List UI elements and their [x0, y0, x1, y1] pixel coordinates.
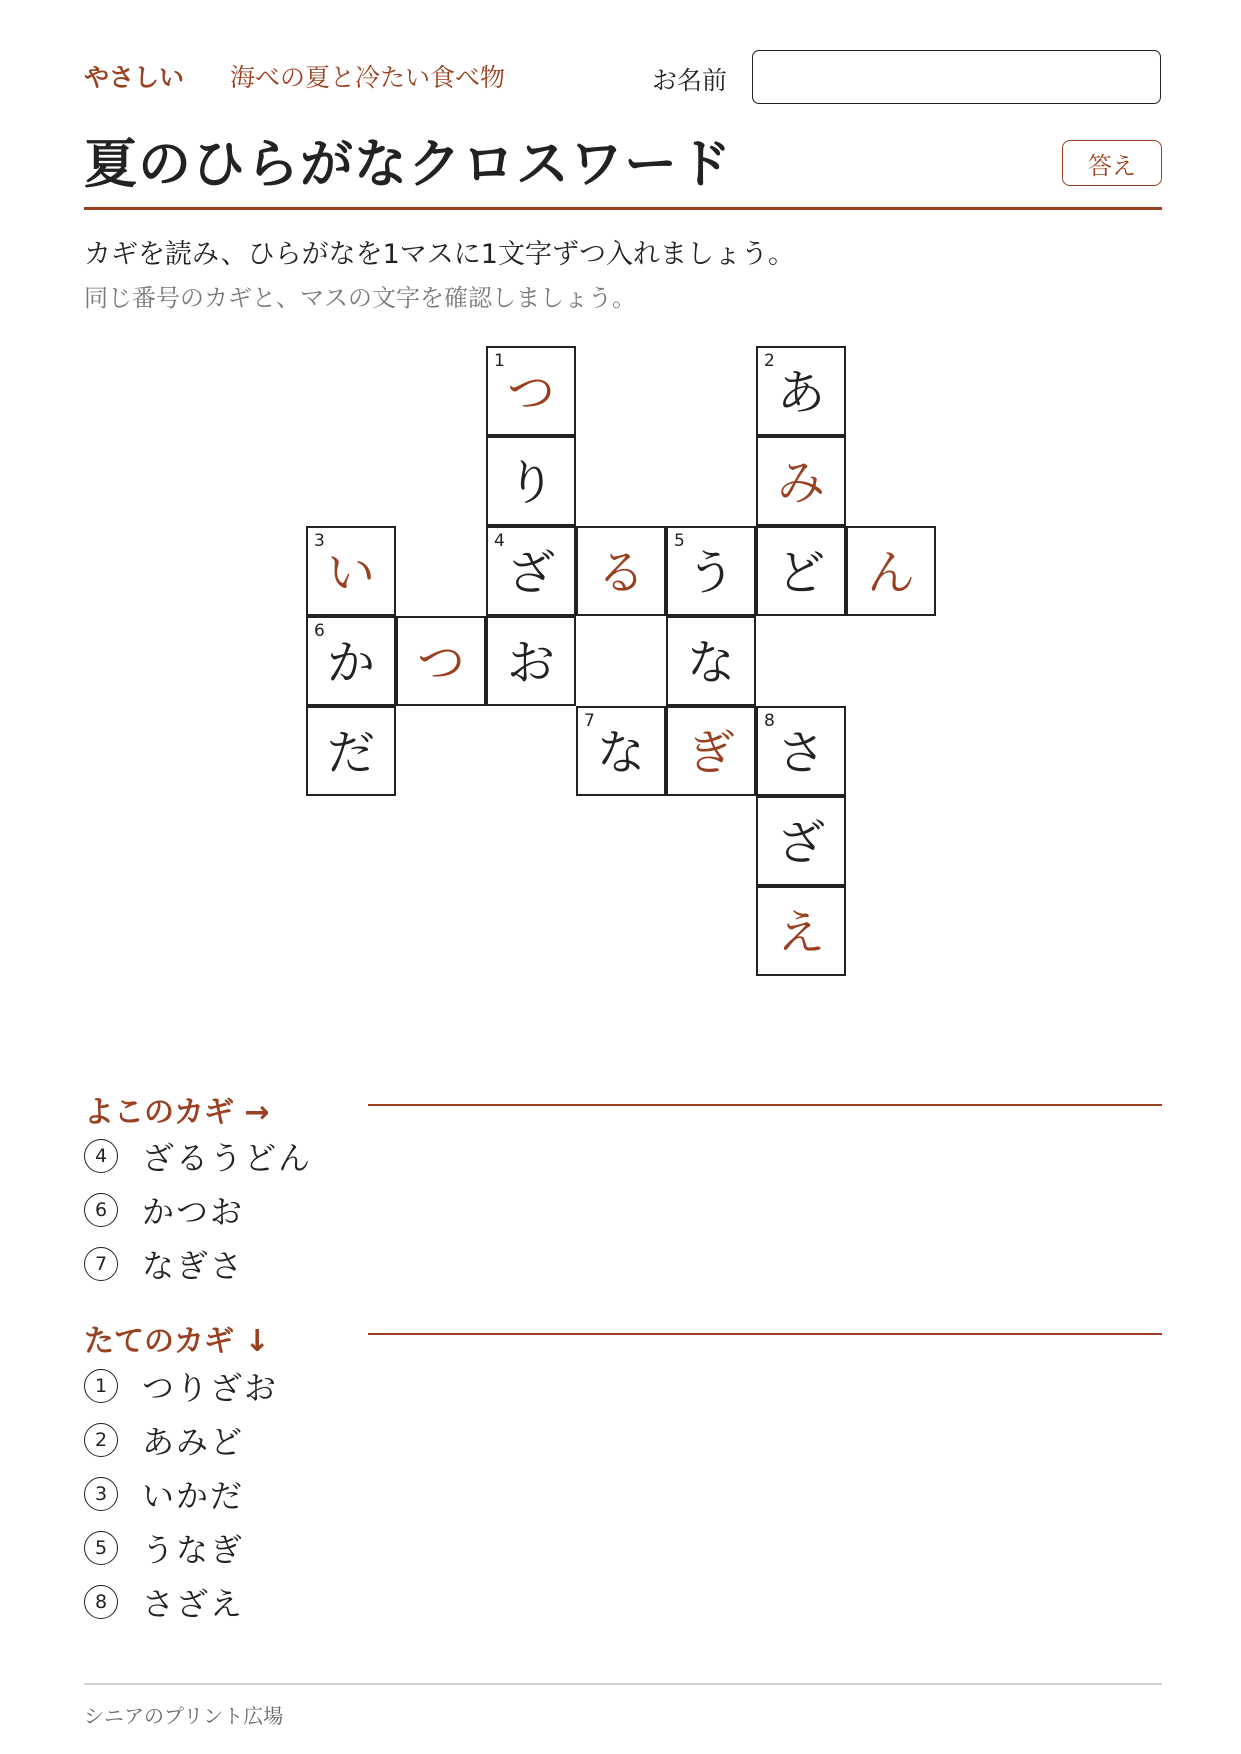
grid-cell[interactable]	[306, 616, 396, 706]
grid-cell[interactable]	[486, 616, 576, 706]
cell-letter: つ	[416, 635, 465, 691]
grid-cell[interactable]	[846, 526, 936, 616]
clue-number-badge: 3	[84, 1477, 118, 1511]
answer-button-label: 答え	[1088, 151, 1136, 180]
clue-number-badge: 5	[84, 1531, 118, 1565]
name-label: お名前	[652, 66, 728, 95]
page-title: 夏のひらがなクロスワード	[84, 134, 732, 195]
difficulty-label: やさしい	[84, 63, 185, 92]
cell-number: 7	[584, 711, 595, 731]
cell-letter: だ	[326, 725, 375, 781]
grid-cell[interactable]	[666, 706, 756, 796]
clue-number-badge: 7	[84, 1247, 118, 1281]
cell-letter: い	[326, 545, 375, 601]
grid-cell[interactable]	[576, 706, 666, 796]
cell-letter: ざ	[506, 545, 555, 601]
cell-number: 5	[674, 531, 685, 551]
cell-number: 3	[314, 531, 325, 551]
grid-cell[interactable]	[666, 526, 756, 616]
grid-cell[interactable]	[576, 526, 666, 616]
across-clues-title: よこのカギ →	[84, 1095, 270, 1130]
cell-number: 1	[494, 351, 505, 371]
grid-cell[interactable]	[756, 886, 846, 976]
grid-cell[interactable]	[756, 526, 846, 616]
cell-letter: り	[506, 455, 555, 511]
clue-number-badge: 6	[84, 1193, 118, 1227]
cell-letter: ざ	[776, 815, 825, 871]
grid-cell[interactable]	[306, 526, 396, 616]
cell-letter: み	[776, 455, 825, 511]
cell-letter: え	[776, 905, 825, 961]
clue-text: なぎさ	[142, 1247, 245, 1285]
clue-text: いかだ	[142, 1477, 245, 1515]
cell-letter: ん	[866, 545, 915, 601]
title-divider	[84, 207, 1162, 210]
clue-text: うなぎ	[142, 1531, 245, 1569]
instruction-main: カギを読み、ひらがなを1マスに1文字ずつ入れましょう。	[84, 239, 795, 270]
down-divider	[368, 1333, 1162, 1335]
grid-cell[interactable]	[756, 346, 846, 436]
clue-item	[84, 1420, 244, 1460]
cell-letter: か	[326, 635, 375, 691]
cell-letter: お	[506, 635, 555, 691]
cell-letter: ぎ	[686, 725, 735, 781]
grid-cell[interactable]	[756, 436, 846, 526]
clue-item	[84, 1474, 244, 1514]
grid-cell[interactable]	[486, 526, 576, 616]
cell-number: 4	[494, 531, 505, 551]
cell-letter: な	[596, 725, 645, 781]
cell-number: 8	[764, 711, 775, 731]
grid-cell[interactable]	[666, 616, 756, 706]
grid-cell[interactable]	[756, 706, 846, 796]
answer-button[interactable]	[1062, 140, 1162, 186]
clue-item	[84, 1528, 244, 1568]
grid-cell[interactable]	[306, 706, 396, 796]
clue-item	[84, 1366, 278, 1406]
cell-letter: つ	[506, 365, 555, 421]
grid-cell[interactable]	[396, 616, 486, 706]
cell-letter: さ	[776, 725, 825, 781]
cell-letter: る	[596, 545, 645, 601]
grid-cell[interactable]	[486, 346, 576, 436]
down-clues-title: たてのカギ ↓	[84, 1324, 270, 1359]
clue-text: つりざお	[142, 1369, 279, 1407]
clue-text: さざえ	[142, 1585, 245, 1623]
clue-text: あみど	[142, 1423, 245, 1461]
clue-number-badge: 2	[84, 1423, 118, 1457]
across-divider	[368, 1104, 1162, 1106]
grid-cell[interactable]	[486, 436, 576, 526]
clue-number-badge: 4	[84, 1139, 118, 1173]
footer-divider	[84, 1683, 1162, 1685]
clue-number-badge: 1	[84, 1369, 118, 1403]
instruction-sub: 同じ番号のカギと、マスの文字を確認しましょう。	[84, 284, 636, 312]
name-input[interactable]	[752, 50, 1161, 104]
clue-item	[84, 1244, 244, 1284]
cell-number: 6	[314, 621, 325, 641]
cell-letter: あ	[776, 365, 825, 421]
cell-letter: う	[686, 545, 735, 601]
theme-label: 海べの夏と冷たい食べ物	[230, 63, 506, 92]
cell-letter: ど	[776, 545, 825, 601]
clue-text: かつお	[142, 1193, 245, 1231]
clue-text: ざるうどん	[142, 1139, 313, 1177]
clue-number-badge: 8	[84, 1585, 118, 1619]
cell-letter: な	[686, 635, 735, 691]
grid-cell[interactable]	[756, 796, 846, 886]
clue-item	[84, 1136, 312, 1176]
cell-number: 2	[764, 351, 775, 371]
footer-site-name: シニアのプリント広場	[84, 1704, 284, 1728]
clue-item	[84, 1582, 244, 1622]
clue-item	[84, 1190, 244, 1230]
